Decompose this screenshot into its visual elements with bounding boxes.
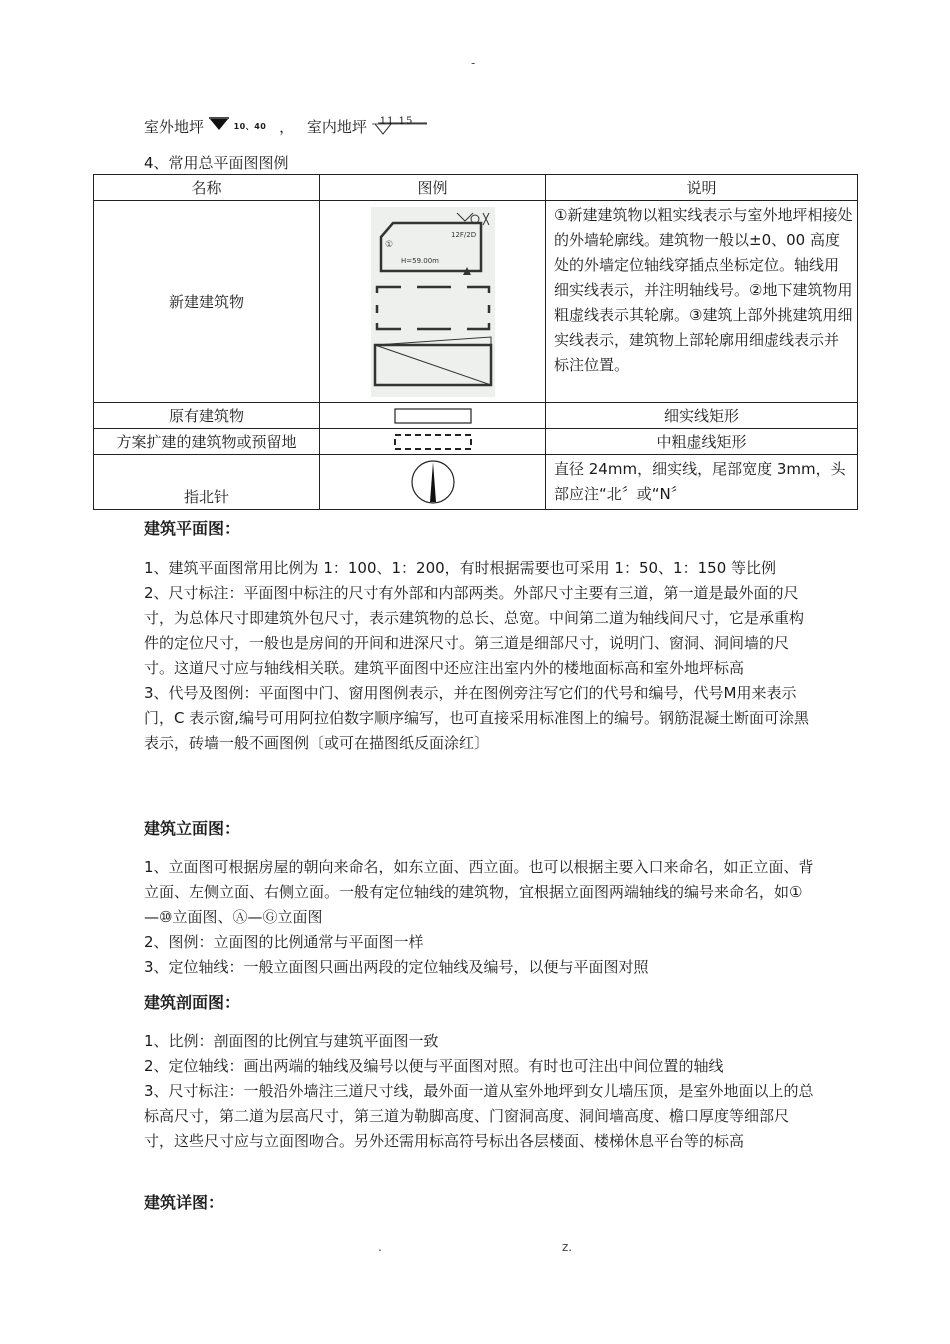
outdoor-level-label: 室外地坪	[144, 118, 205, 136]
paragraph: 1、立面图可根据房屋的朝向来命名，如东立面、西立面。也可以根据主要入口来命名，如正立面、背立面、左侧立面、右侧立面。一般有定位轴线的建筑物，宜根据立面图两端轴线的编号来命名，如①—⑩立面图、Ⓐ—Ⓖ立面图	[144, 858, 814, 926]
north-arrow-icon	[410, 459, 456, 505]
legend-caption: 4、常用总平面图图例	[144, 154, 289, 172]
indoor-level-mark	[372, 114, 428, 140]
paragraph: 3、尺寸标注：一般沿外墙注三道尺寸线，最外面一道从室外地坪到女儿墙压顶，是室外地面以上的总标高尺寸，第二道为层高尺寸，第三道为勒脚高度、门窗洞高度、洞间墙高度、檐口厚度等细部尺寸，这些尺寸应与立面图吻合。另外还需用标高符号标出各层楼面、楼梯休息平台等的标高	[144, 1082, 814, 1150]
row-name: 方案扩建的建筑物或预留地	[94, 429, 320, 455]
indoor-level-triangle-icon	[372, 114, 428, 140]
section-title-elevation: 建筑立面图：	[144, 819, 241, 838]
paragraph: 2、尺寸标注：平面图中标注的尺寸有外部和内部两类。外部尺寸主要有三道，第一道是最外面的尺寸，为总体尺寸即建筑外包尺寸，表示建筑物的总长、总宽。中间第二道为轴线间尺寸，它是承重构件的定位尺寸，一般也是房间的开间和进深尺寸。第三道是细部尺寸，说明门、窗洞、洞间墙的尺寸。这道尺寸应与轴线相关联。建筑平面图中还应注出室内外的楼地面标高和室外地坪标高	[144, 584, 805, 677]
page-header-mark: -	[471, 56, 476, 70]
paragraph: 1、建筑平面图常用比例为 1：100、1：200，有时根据需要也可采用 1：50、1：150 等比例	[144, 559, 777, 577]
table-header-row	[94, 175, 858, 201]
planned-building-figure	[320, 429, 546, 455]
paragraph: 3、定位轴线：一般立面图只画出两段的定位轴线及编号，以便与平面图对照	[144, 958, 649, 976]
thin-solid-rectangle-icon	[393, 407, 473, 425]
indoor-level-label: 室内地坪	[306, 118, 367, 136]
site-plan-legend-table	[93, 174, 858, 510]
section-title-floor-plan: 建筑平面图：	[144, 519, 241, 538]
row-name: 指北针	[94, 455, 320, 510]
section-body-elevation	[144, 855, 814, 980]
new-building-symbol-icon	[371, 207, 495, 397]
row-description: 直径 24mm，细实线，尾部宽度 3mm，头部应注“北〞或“N〞	[546, 455, 858, 510]
row-name: 新建建筑物	[94, 201, 320, 403]
indoor-level-value: 11.15	[379, 116, 414, 127]
elevation-symbols-line	[144, 114, 428, 140]
new-building-fig-floors: 12F/2D	[450, 230, 476, 239]
row-description: 细实线矩形	[546, 403, 858, 429]
table-row	[94, 201, 858, 403]
page-footer-right: z.	[562, 1240, 573, 1254]
row-description: ①新建建筑物以粗实线表示与室外地坪相接处的外墙轮廓线。建筑物一般以±0、00 高度处的外墙定位轴线穿插点坐标定位。轴线用细实线表示，并注明轴线号。②地下建筑物用粗虚线表示其轮廓。③建筑上部外挑建筑用细实线表示，建筑物上部轮廓用细虚线表示并标注位置。	[546, 201, 858, 403]
paragraph: 2、定位轴线：画出两端的轴线及编号以便与平面图对照。有时也可注出中间位置的轴线	[144, 1057, 724, 1075]
new-building-fig-circle-label: ①	[384, 239, 393, 250]
outdoor-level-value: 10、40	[233, 122, 267, 131]
paragraph: 3、代号及图例：平面图中门、窗用图例表示，并在图例旁注写它们的代号和编号，代号M用来表示门，C 表示窗,编号可用阿拉伯数字顺序编写，也可直接采用标准图上的编号。钢筋混凝土断面可涂黑表示，砖墙一般不画图例〔或可在描图纸反面涂红〕	[144, 684, 810, 752]
header-name: 名称	[94, 175, 320, 201]
new-building-fig-height: H=59.00m	[400, 256, 439, 265]
medium-dashed-rectangle-icon	[393, 433, 473, 451]
page-footer-left: .	[378, 1240, 382, 1254]
table-row	[94, 455, 858, 510]
existing-building-figure	[320, 403, 546, 429]
paragraph: 2、图例：立面图的比例通常与平面图一样	[144, 933, 424, 951]
section-body-section	[144, 1029, 814, 1154]
header-description: 说明	[546, 175, 858, 201]
header-figure: 图例	[320, 175, 546, 201]
table-row	[94, 429, 858, 455]
row-description: 中粗虚线矩形	[546, 429, 858, 455]
row-name: 原有建筑物	[94, 403, 320, 429]
north-arrow-figure	[320, 455, 546, 510]
separator-comma: ，	[279, 118, 295, 136]
section-title-detail: 建筑详图：	[144, 1193, 225, 1212]
paragraph: 1、比例：剖面图的比例宜与建筑平面图一致	[144, 1032, 439, 1050]
new-building-figure	[320, 201, 546, 403]
section-body-floor-plan	[144, 556, 814, 756]
section-title-section: 建筑剖面图：	[144, 993, 241, 1012]
outdoor-level-triangle-icon	[209, 115, 229, 139]
table-row	[94, 403, 858, 429]
